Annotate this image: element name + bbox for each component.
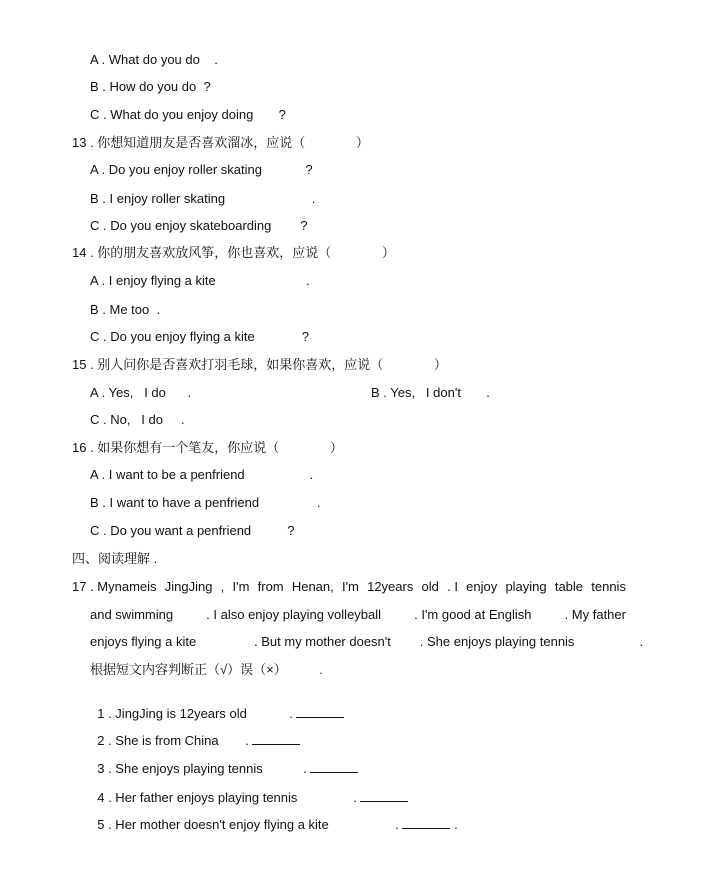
word: , <box>220 579 225 594</box>
question-15-option-a: A . Yes, I do . <box>90 385 192 400</box>
word: . I <box>447 579 458 594</box>
answer-blank[interactable] <box>310 761 358 773</box>
tf-item-3 <box>90 745 263 777</box>
tf-item-text: 4 . Her father enjoys playing tennis <box>97 790 298 805</box>
answer-blank[interactable] <box>402 817 450 829</box>
question-13-option-c: C . Do you enjoy skateboarding ? <box>90 218 308 233</box>
reading-line-1 <box>72 579 626 595</box>
phrase: and swimming <box>90 607 174 622</box>
tf-item-dot: . <box>303 761 307 776</box>
question-14-option-a: A . I enjoy flying a kite . <box>90 273 310 288</box>
tf-item-text: 1 . JingJing is 12years old <box>97 706 247 721</box>
word: JingJing <box>164 579 213 594</box>
word: enjoy <box>466 579 498 594</box>
word: old <box>421 579 439 594</box>
question-15-stem: 15 . 别人问你是否喜欢打羽毛球，如果你喜欢，应说（ ） <box>72 357 447 372</box>
tf-item-dot: . <box>289 706 293 721</box>
word: playing <box>505 579 547 594</box>
question-14-stem: 14 . 你的朋友喜欢放风筝，你也喜欢，应说（ ） <box>72 245 395 260</box>
phrase: . My father <box>564 607 626 622</box>
question-16-option-c: C . Do you want a penfriend ? <box>90 523 295 538</box>
question-15-option-c: C . No, I do . <box>90 412 185 427</box>
answer-blank[interactable] <box>296 706 344 718</box>
word: 17 . Mynameis <box>72 579 157 594</box>
reading-line-3: enjoys flying a kite . But my mother doesn't . She enjoys playing tennis . <box>90 634 644 649</box>
phrase: . I also enjoy playing volleyball <box>206 607 382 622</box>
question-14-option-b: B . Me too . <box>90 302 161 317</box>
question-13-option-a: A . Do you enjoy roller skating ? <box>90 162 313 177</box>
tf-item-5 <box>90 801 329 833</box>
word: Henan, <box>291 579 334 594</box>
tf-item-3-answer[interactable] <box>296 745 358 777</box>
question-16-option-b: B . I want to have a penfriend . <box>90 495 321 510</box>
tf-item-text: 2 . She is from China <box>97 733 219 748</box>
tf-item-dot: . <box>245 733 249 748</box>
answer-blank[interactable] <box>252 733 300 745</box>
section-title: 四、阅读理解 . <box>72 551 158 566</box>
tf-item-text: 3 . She enjoys playing tennis <box>97 761 263 776</box>
reading-instruction: 根据短文内容判断正（√）误（×） . <box>90 662 323 677</box>
word: tennis <box>591 579 626 594</box>
option-c: C . What do you enjoy doing ? <box>90 107 286 122</box>
tf-item-5-answer[interactable] <box>388 801 458 833</box>
phrase: . I'm good at English <box>414 607 532 622</box>
reading-line-2 <box>90 607 626 623</box>
word: table <box>554 579 584 594</box>
word: I'm <box>232 579 250 594</box>
question-14-option-c: C . Do you enjoy flying a kite ? <box>90 329 309 344</box>
question-16-stem: 16 . 如果你想有一个笔友，你应说（ ） <box>72 440 343 455</box>
tf-item-end-dot: . <box>454 817 458 832</box>
option-a: A . What do you do . <box>90 52 218 67</box>
tf-item-dot: . <box>353 790 357 805</box>
word: from <box>257 579 284 594</box>
option-b: B . How do you do ? <box>90 79 211 94</box>
tf-item-text: 5 . Her mother doesn't enjoy flying a kite <box>97 817 329 832</box>
question-13-stem: 13 . 你想知道朋友是否喜欢溜冰，应说（ ） <box>72 135 369 150</box>
word: 12years <box>367 579 414 594</box>
word: I'm <box>341 579 359 594</box>
question-13-option-b: B . I enjoy roller skating . <box>90 191 316 206</box>
tf-item-dot: . <box>395 817 399 832</box>
question-16-option-a: A . I want to be a penfriend . <box>90 467 314 482</box>
question-15-option-b: B . Yes, I don't . <box>371 385 490 400</box>
